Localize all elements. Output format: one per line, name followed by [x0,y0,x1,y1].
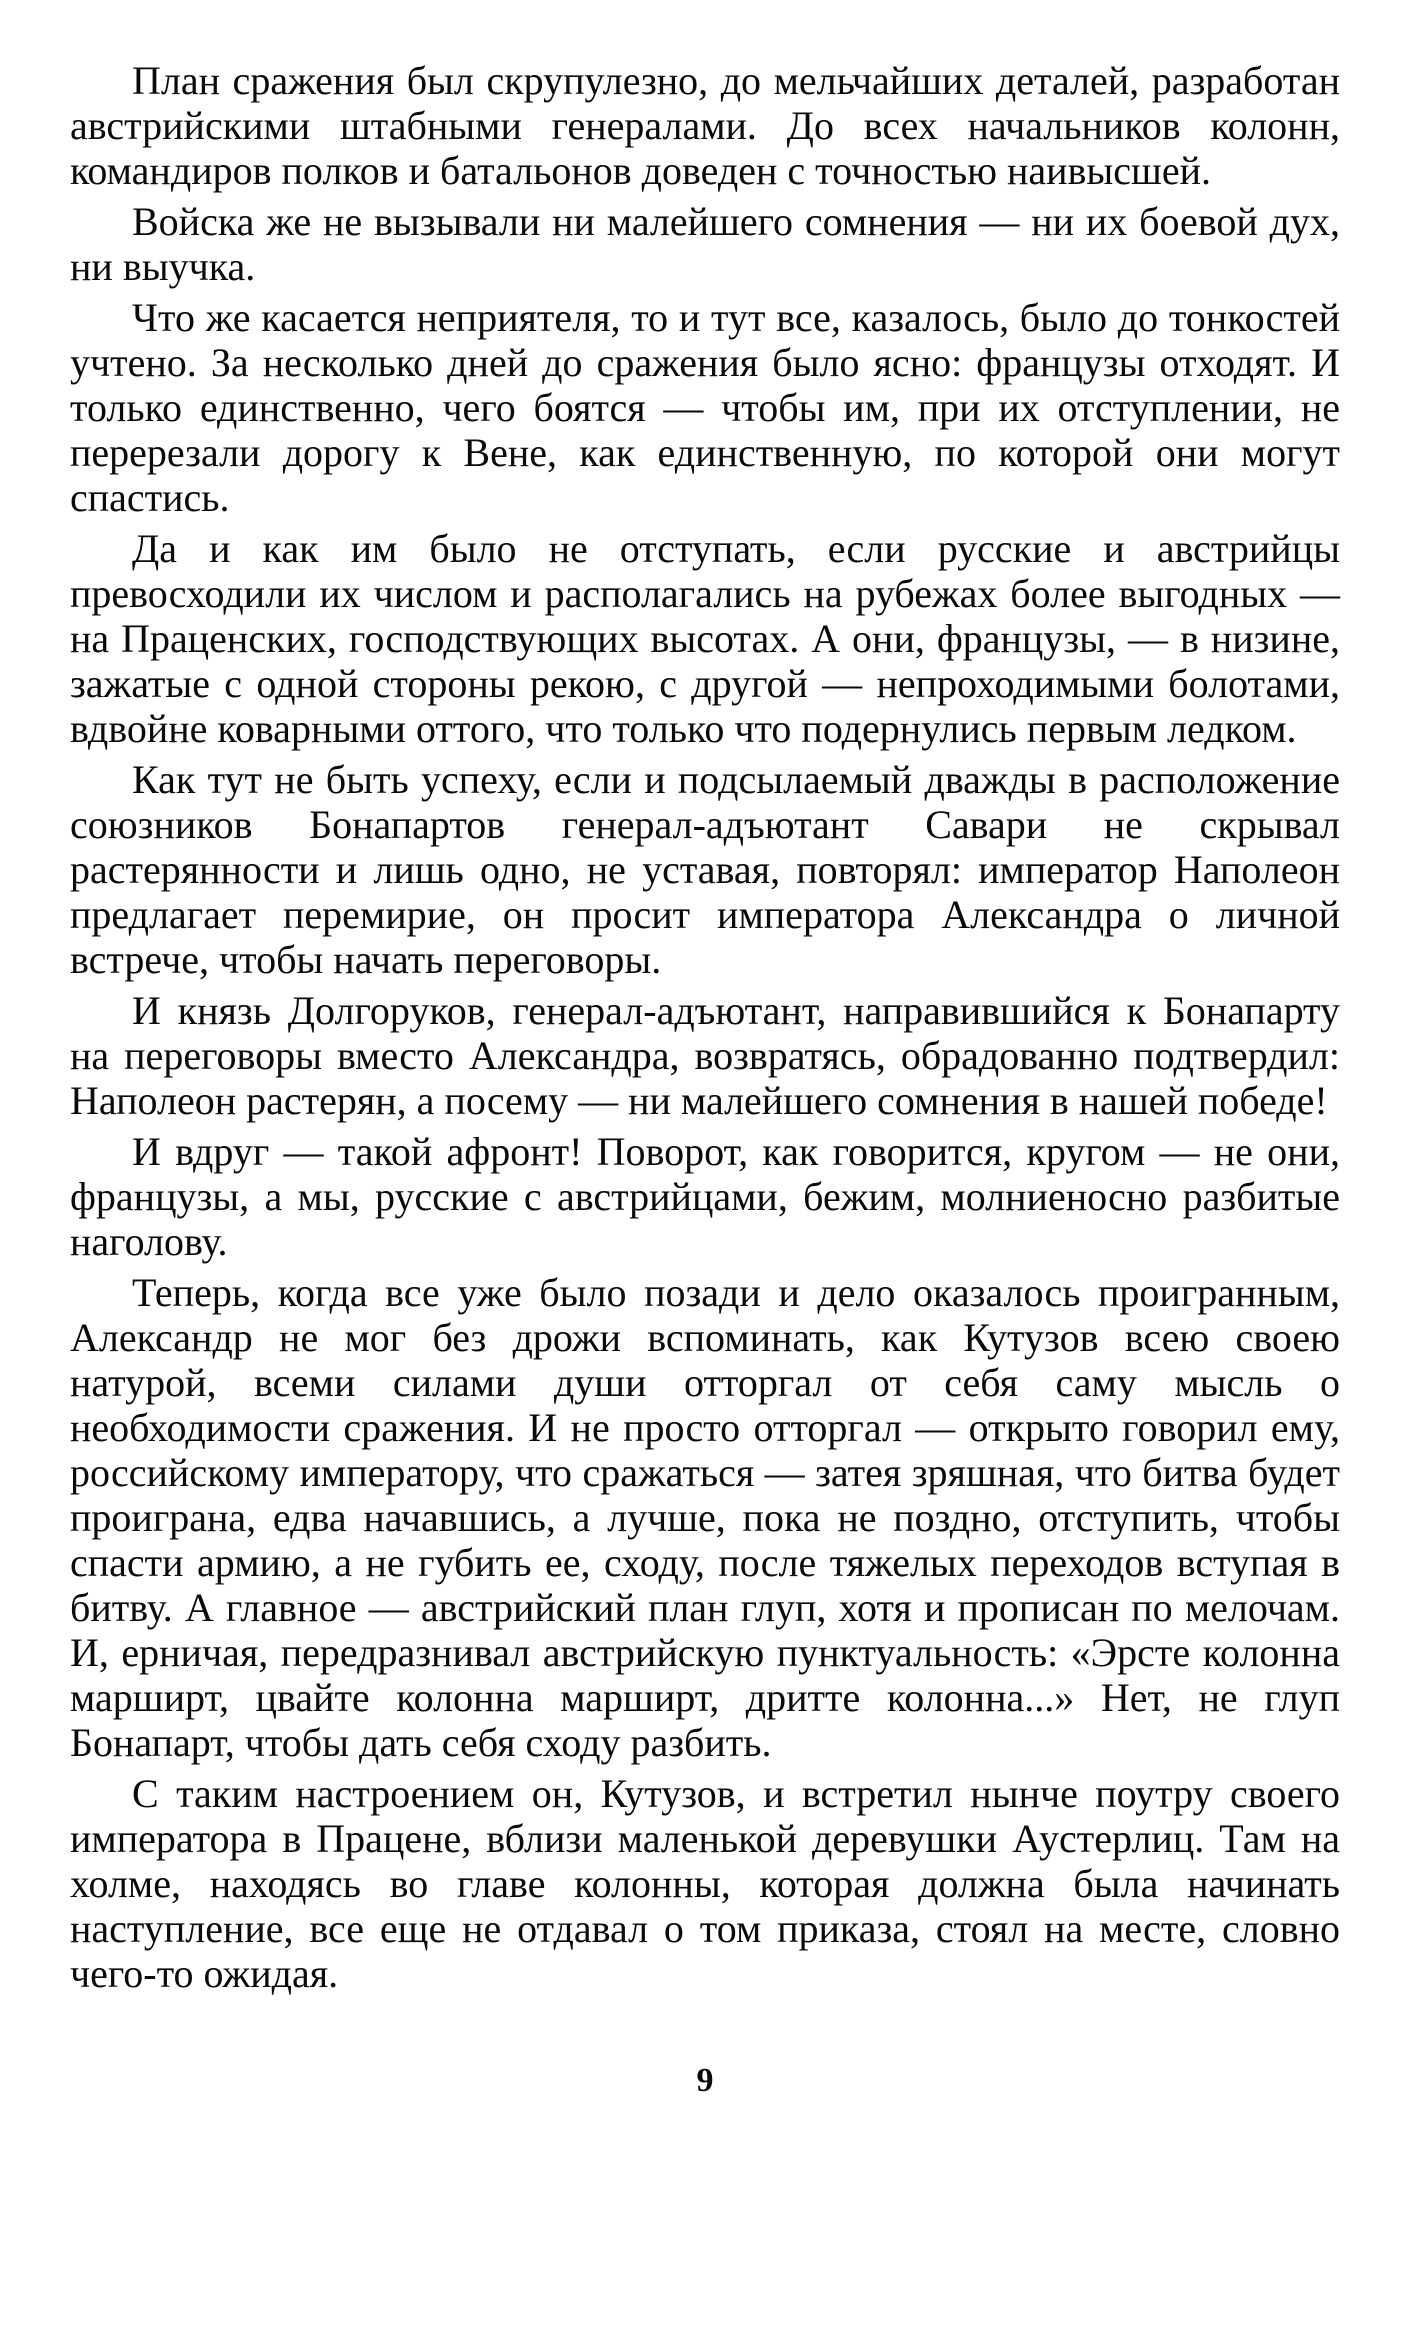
paragraph: Как тут не быть успеху, если и подсылаемый дважды в расположение союзников Бонапартов генерал-адъютант Савари не скрывал растерянности и лишь одно, не уставая, повторял: император Наполеон предлагает перемирие, он просит императора Александра о личной встрече, чтобы начать переговоры. [70,757,1340,982]
paragraph: И князь Долгоруков, генерал-адъютант, направившийся к Бонапарту на переговоры вместо Александра, возвратясь, обрадованно подтвердил: Наполеон растерян, а посему — ни малейшего сомнения в нашей победе! [70,988,1340,1123]
paragraph: Да и как им было не отступать, если русские и австрийцы превосходили их числом и располагались на рубежах более выгодных — на Праценских, господствующих высотах. А они, французы, — в низине, зажатые с одной стороны рекою, с другой — непроходимыми болотами, вдвойне коварными оттого, что только что подернулись первым ледком. [70,526,1340,751]
book-page [70,58,1340,2298]
paragraph: Что же касается неприятеля, то и тут все, казалось, было до тонкостей учтено. За несколько дней до сражения было ясно: французы отходят. И только единственно, чего боятся — чтобы им, при их отступлении, не перерезали дорогу к Вене, как единственную, по которой они могут спастись. [70,295,1340,520]
paragraph: Теперь, когда все уже было позади и дело оказалось проигранным, Александр не мог без дрожи вспоминать, как Кутузов всею своею натурой, всеми силами души отторгал от себя саму мысль о необходимости сражения. И не просто отторгал — открыто говорил ему, российскому императору, что сражаться — затея зряшная, что битва будет проиграна, едва начавшись, а лучше, пока не поздно, отступить, чтобы спасти армию, а не губить ее, сходу, после тяжелых переходов вступая в битву. А главное — австрийский план глуп, хотя и прописан по мелочам. И, ерничая, передразнивал австрийскую пунктуальность: «Эрсте колонна марширт, цвайте колонна марширт, дритте колонна...» Нет, не глуп Бонапарт, чтобы дать себя сходу разбить. [70,1270,1340,1765]
page-number: 9 [696,2062,714,2099]
paragraph: С таким настроением он, Кутузов, и встретил нынче поутру своего императора в Працене, вблизи маленькой деревушки Аустерлиц. Там на холме, находясь во главе колонны, которая должна была начинать наступление, все еще не отдавал о том приказа, стоял на месте, словно чего-то ожидая. [70,1771,1340,1996]
paragraph: Войска же не вызывали ни малейшего сомнения — ни их боевой дух, ни выучка. [70,199,1340,289]
paragraph: План сражения был скрупулезно, до мельчайших деталей, разработан австрийскими штабными генералами. До всех начальников колонн, командиров полков и батальонов доведен с точностью наивысшей. [70,58,1340,193]
paragraph: И вдруг — такой афронт! Поворот, как говорится, кругом — не они, французы, а мы, русские с австрийцами, бежим, молниеносно разбитые наголову. [70,1129,1340,1264]
body-text [70,58,1340,1996]
